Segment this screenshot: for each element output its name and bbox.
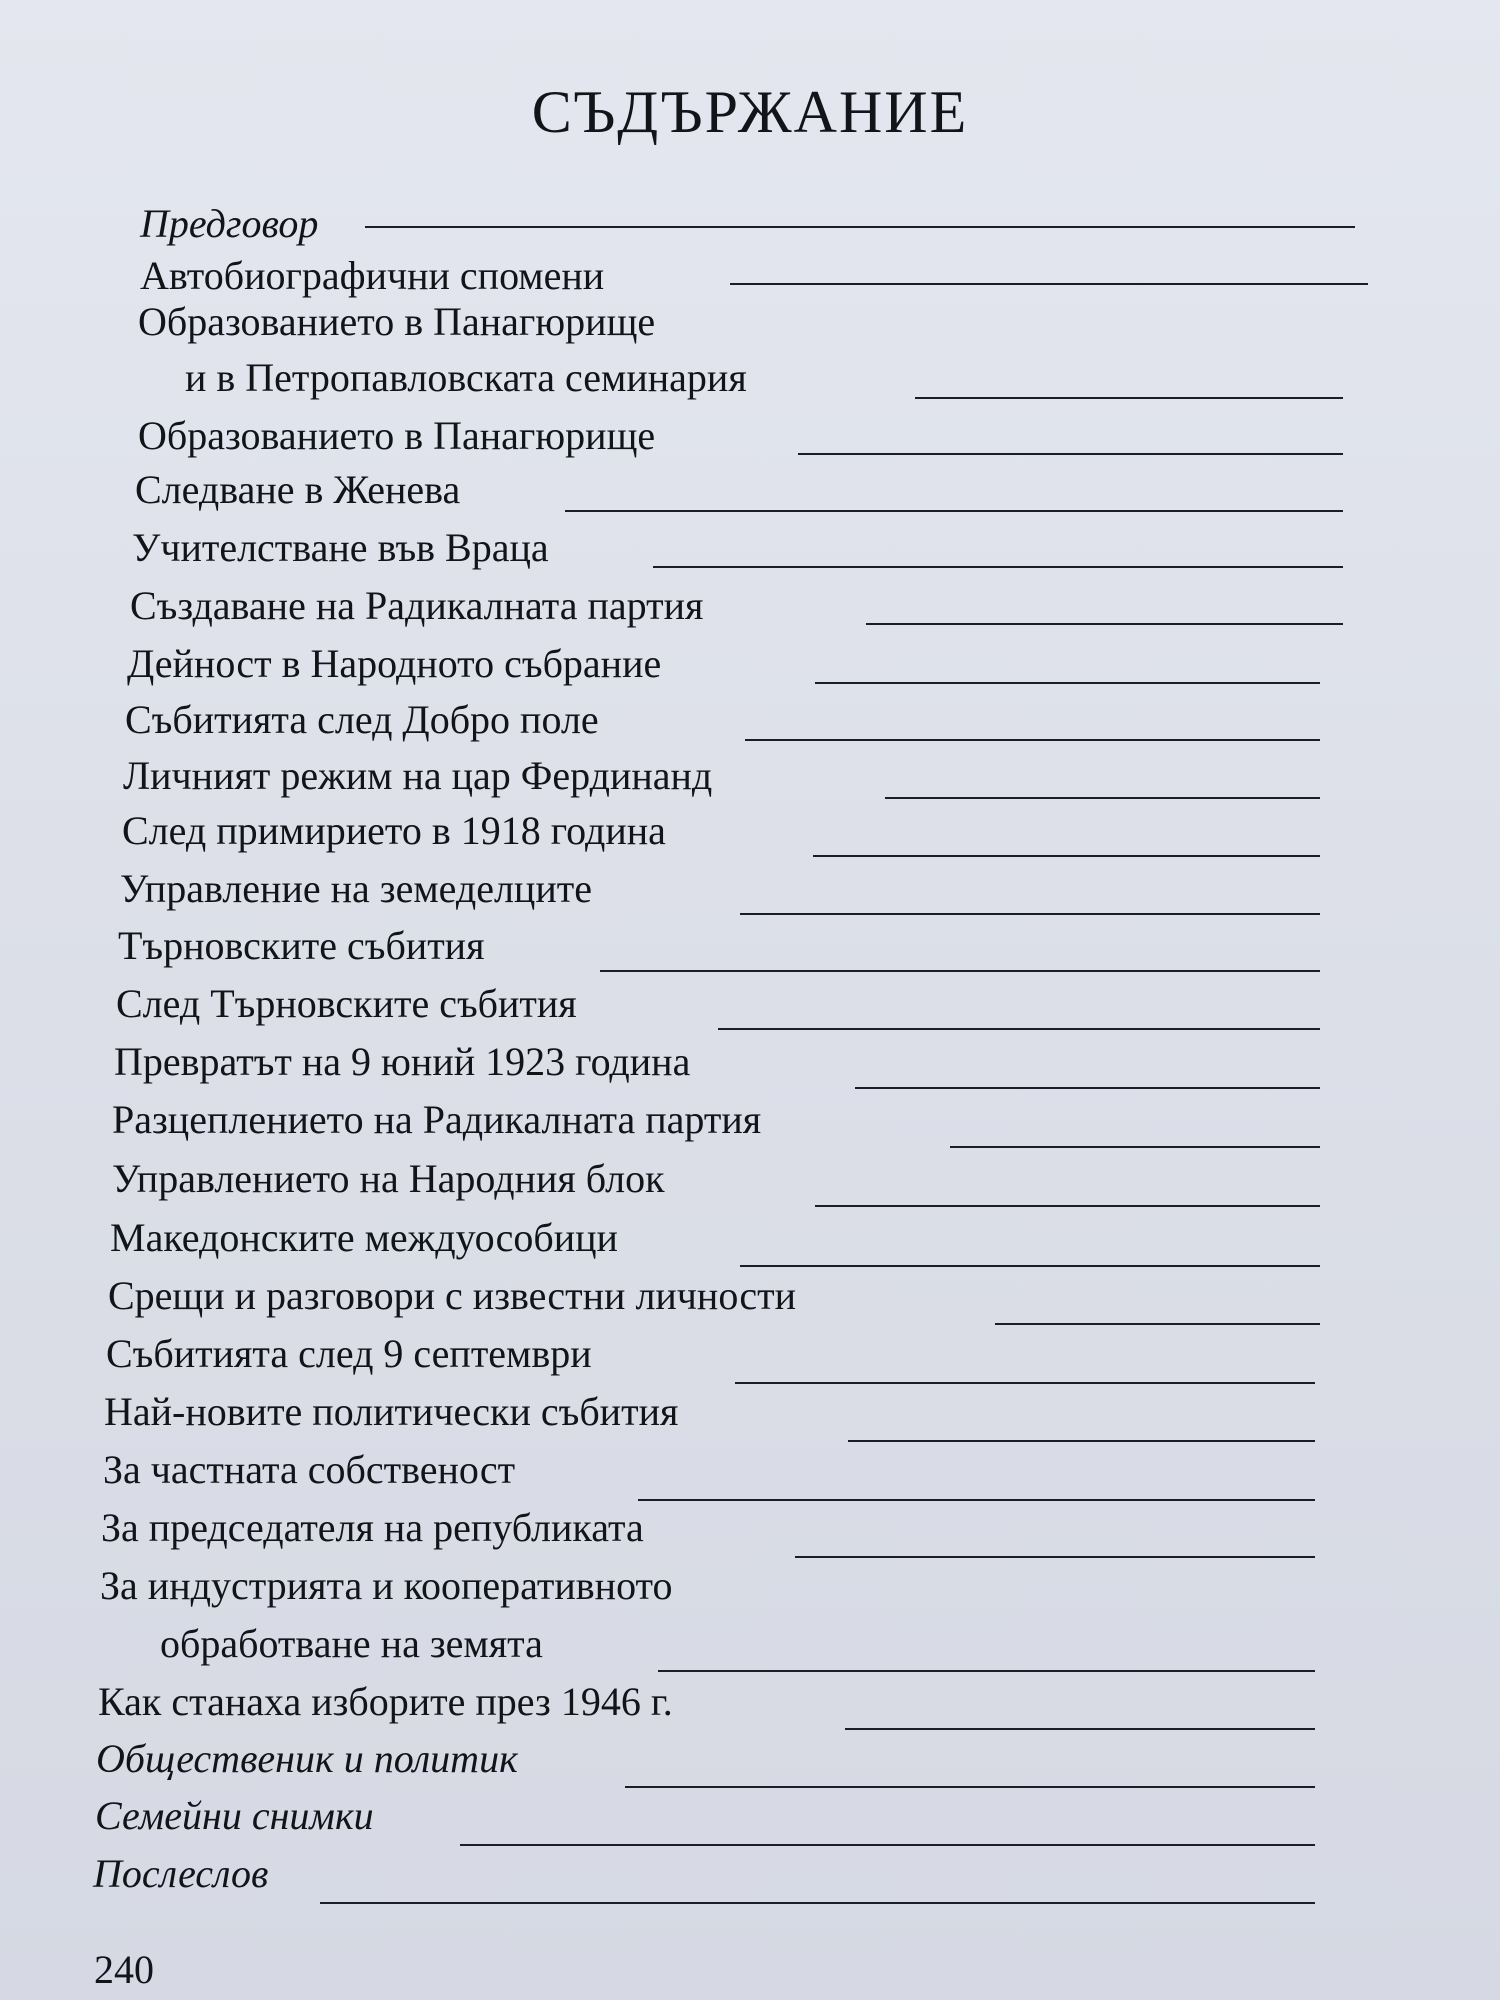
toc-entry-title: Разцеплението на Радикалната партия [112,1097,762,1142]
toc-leader-line [658,1670,1315,1672]
toc-entry-title: Общественик и политик [96,1736,518,1781]
toc-leader-line [855,1087,1320,1089]
toc-leader-line [798,453,1343,455]
toc-leader-line [845,1728,1315,1730]
toc-leader-line [625,1786,1315,1788]
toc-leader-line [813,855,1320,857]
toc-entry-title: Дейност в Народното събрание [127,641,662,686]
toc-entry-title: Семейни снимки [95,1793,374,1838]
toc-entry-title: Най-новите политически събития [104,1389,679,1434]
toc-entry-title: Събитията след Добро поле [125,697,599,742]
toc-leader-line [320,1902,1315,1904]
toc-leader-line [848,1440,1315,1442]
toc-leader-line [735,1382,1315,1384]
toc-leader-line [885,797,1320,799]
page-number: 240 [94,1947,154,1992]
toc-leader-line [815,1205,1320,1207]
toc-leader-line [638,1499,1315,1501]
toc-leader-line [653,566,1343,568]
toc-leader-line [565,510,1343,512]
toc-entry-title: За индустрията и кооперативното [100,1563,673,1608]
toc-entry-title: Как станаха изборите през 1946 г. [98,1679,673,1724]
toc-entry-title: Личният режим на цар Фердинанд [123,753,713,798]
toc-entry-title-continued: и в Петропавловската семинария [185,355,747,400]
toc-entry-title: Автобиографични спомени [140,253,605,298]
toc-entry-title: Срещи и разговори с известни личности [108,1273,796,1318]
toc-entry-title: След Търновските събития [116,981,577,1026]
toc-entry-title: Образованието в Панагюрище [138,299,656,344]
toc-entry-title: За председателя на републиката [101,1505,644,1550]
toc-leader-line [730,283,1368,285]
toc-leader-line [745,739,1320,741]
toc-entry-title-continued: обработване на земята [160,1621,543,1666]
toc-entry-title: Управлението на Народния блок [112,1156,665,1201]
toc-entry-title: След примирието в 1918 година [122,808,666,853]
toc-entry-title: Превратът на 9 юний 1923 година [114,1039,691,1084]
toc-leader-line [718,1028,1320,1030]
toc-entry-title: Управление на земеделците [120,866,592,911]
toc-leader-line [950,1146,1320,1148]
toc-leader-line [740,1265,1320,1267]
toc-leader-line [365,226,1355,228]
toc-entry-title: Събитията след 9 септември [106,1331,592,1376]
toc-leader-line [460,1844,1315,1846]
toc-entry-title: Създаване на Радикалната партия [130,583,704,628]
toc-leader-line [600,970,1320,972]
toc-entry-title: Търновските събития [118,923,485,968]
toc-entry-title: Македонските междуособици [110,1215,618,1260]
toc-entry-title: Послеслов [93,1851,269,1896]
toc-entry-title: Предговор [140,201,319,246]
toc-entry-title: Учителстване във Враца [132,525,549,570]
toc-entry-title: Следване в Женева [135,467,461,512]
toc-leader-line [740,913,1320,915]
toc-entry-title: Образованието в Панагюрище [138,413,656,458]
toc-entry-title: За частната собственост [103,1447,516,1492]
toc-title: СЪДЪРЖАНИЕ [531,79,969,145]
toc-leader-line [815,682,1320,684]
toc-leader-line [795,1556,1315,1558]
toc-leader-line [866,623,1343,625]
toc-leader-line [995,1323,1320,1325]
toc-leader-line [915,397,1343,399]
